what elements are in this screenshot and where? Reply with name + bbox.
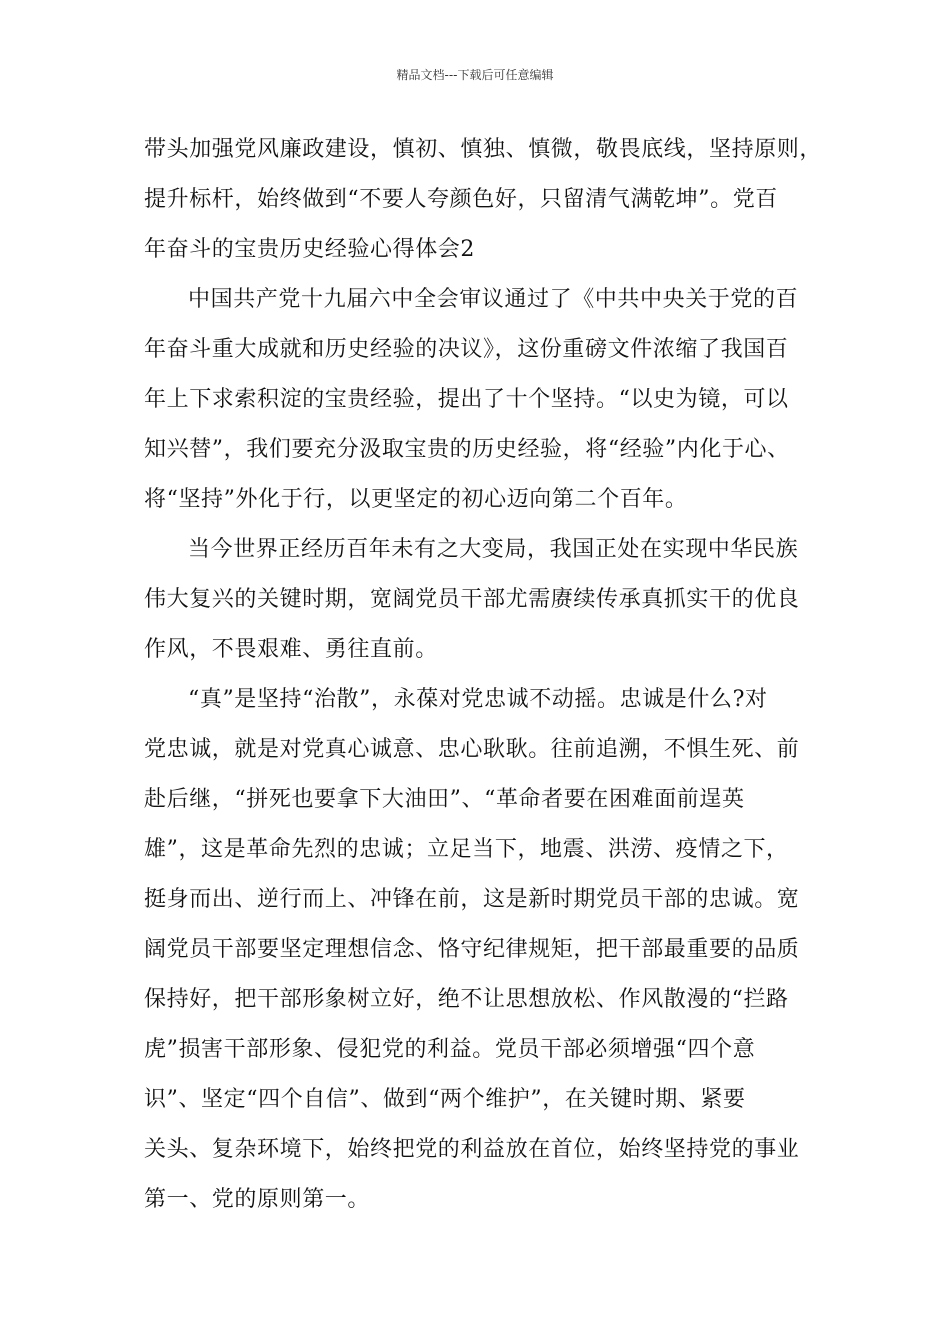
text-line: 年奋斗重大成就和历史经验的决议》，这份重磅文件浓缩了我国百 <box>144 337 789 362</box>
text-line: 年奋斗的宝贵历史经验心得体会2 <box>144 237 475 262</box>
paragraph-first-line: “真”是坚持“治散”，永葆对党忠诚不动摇。忠诚是什么?对 <box>188 687 768 712</box>
paragraph-first-line: 当今世界正经历百年未有之大变局，我国正处在实现中华民族 <box>188 537 799 562</box>
text-line: 关头、复杂环境下，始终把党的利益放在首位，始终坚持党的事业 <box>144 1137 800 1162</box>
text-line: 挺身而出、逆行而上、冲锋在前，这是新时期党员干部的忠诚。宽 <box>144 887 800 912</box>
document-body <box>144 125 822 1225</box>
text-line: 虎”损害干部形象、侵犯党的利益。党员干部必须增强“四个意 <box>144 1037 756 1062</box>
page-header: 精品文档---下载后可任意编辑 <box>396 68 554 82</box>
text-line: 赴后继，“拼死也要拿下大油田”、“革命者要在困难面前逞英 <box>144 787 745 812</box>
text-line: 伟大复兴的关键时期，宽阔党员干部尤需赓续传承真抓实干的优良 <box>144 587 800 612</box>
text-line: 作风，不畏艰难、勇往直前。 <box>144 637 438 662</box>
text-line: 带头加强党风廉政建设，慎初、慎独、慎微，敬畏底线，坚持原则， <box>144 137 823 162</box>
text-line: 识”、坚定“四个自信”、做到“两个维护”，在关键时期、紧要 <box>144 1087 746 1112</box>
text-line: 提升标杆，始终做到“不要人夸颜色好，只留清气满乾坤”。党百 <box>144 187 778 212</box>
text-line: 知兴替”，我们要充分汲取宝贵的历史经验，将“经验”内化于心、 <box>144 437 790 462</box>
text-line: 雄”，这是革命先烈的忠诚；立足当下，地震、洪涝、疫情之下， <box>144 837 789 862</box>
text-line: 年上下求索积淀的宝贵经验，提出了十个坚持。“以史为镜，可以 <box>144 387 789 412</box>
paragraph-first-line: 中国共产党十九届六中全会审议通过了《中共中央关于党的百 <box>188 287 799 312</box>
text-line: 党忠诚，就是对党真心诚意、忠心耿耿。往前追溯，不惧生死、前 <box>144 737 800 762</box>
text-line: 阔党员干部要坚定理想信念、恪守纪律规矩，把干部最重要的品质 <box>144 937 800 962</box>
text-line: 保持好，把干部形象树立好，绝不让思想放松、作风散漫的“拦路 <box>144 987 789 1012</box>
text-line: 将“坚持”外化于行，以更坚定的初心迈向第二个百年。 <box>144 487 688 512</box>
text-line: 第一、党的原则第一。 <box>144 1187 371 1212</box>
